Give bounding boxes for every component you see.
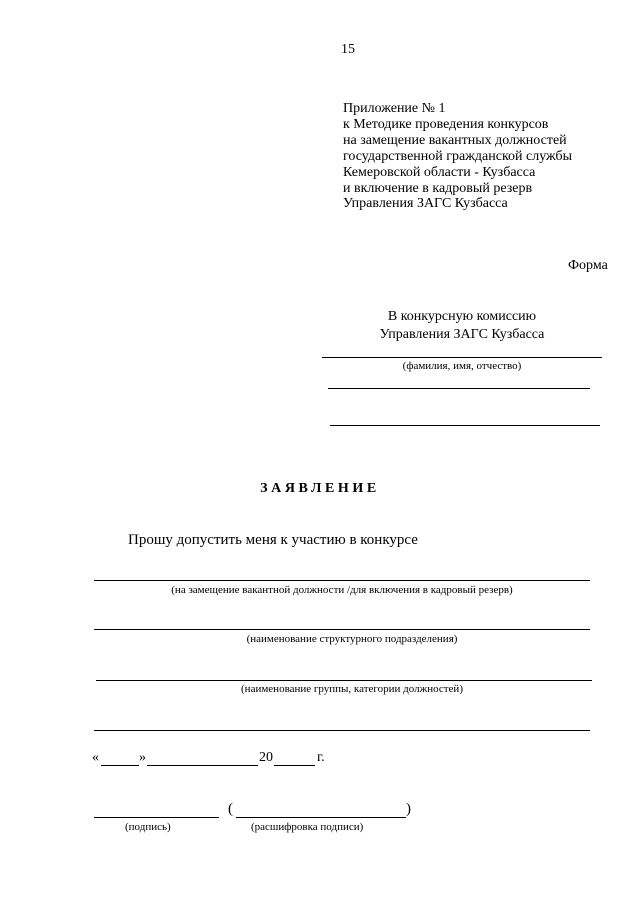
fio-caption: (фамилия, имя, отчество) (402, 360, 522, 372)
appendix-line: на замещение вакантных должностей (343, 132, 567, 148)
page-number: 15 (341, 42, 355, 57)
date-day-line[interactable] (101, 765, 139, 766)
body-text: Прошу допустить меня к участию в конкурсе (128, 532, 418, 548)
vacancy-caption: (на замещение вакантной должности /для включения в кадровый резерв) (171, 584, 513, 596)
decoding-open-paren: ( (228, 801, 233, 817)
position-group-caption: (наименование группы, категории должностей) (241, 683, 463, 695)
date-year-prefix: 20 (259, 750, 273, 765)
appendix-line: к Методике проведения конкурсов (343, 116, 549, 132)
vacancy-line[interactable] (94, 580, 590, 581)
appendix-line: и включение в кадровый резерв (343, 180, 533, 196)
appendix-line: Приложение № 1 (343, 101, 446, 116)
appendix-block (343, 101, 633, 212)
date-close-quote: » (139, 750, 146, 765)
signature-caption: (подпись) (125, 821, 171, 833)
date-open-quote: « (92, 750, 99, 765)
department-line[interactable] (94, 629, 590, 630)
appendix-line: Кемеровской области - Кузбасса (343, 164, 536, 180)
date-year-suffix: г. (317, 750, 325, 765)
date-year-line[interactable] (274, 765, 315, 766)
addressee-line-2: Управления ЗАГС Кузбасса (379, 327, 545, 342)
signature-line[interactable] (94, 817, 219, 818)
applicant-line-2[interactable] (328, 388, 590, 389)
appendix-line: Управления ЗАГС Кузбасса (343, 196, 508, 212)
date-month-line[interactable] (147, 765, 258, 766)
appendix-line: государственной гражданской службы (343, 148, 573, 164)
applicant-line-3[interactable] (330, 425, 600, 426)
decoding-line[interactable] (236, 817, 406, 818)
document-title: ЗАЯВЛЕНИЕ (260, 481, 380, 496)
extra-line[interactable] (94, 730, 590, 731)
form-label: Форма (568, 258, 608, 273)
fio-line[interactable] (322, 357, 602, 358)
decoding-caption: (расшифровка подписи) (251, 821, 364, 833)
department-caption: (наименование структурного подразделения) (246, 633, 458, 645)
addressee-line-1: В конкурсную комиссию (387, 309, 537, 324)
decoding-close-paren: ) (406, 801, 411, 817)
position-group-line[interactable] (96, 680, 592, 681)
